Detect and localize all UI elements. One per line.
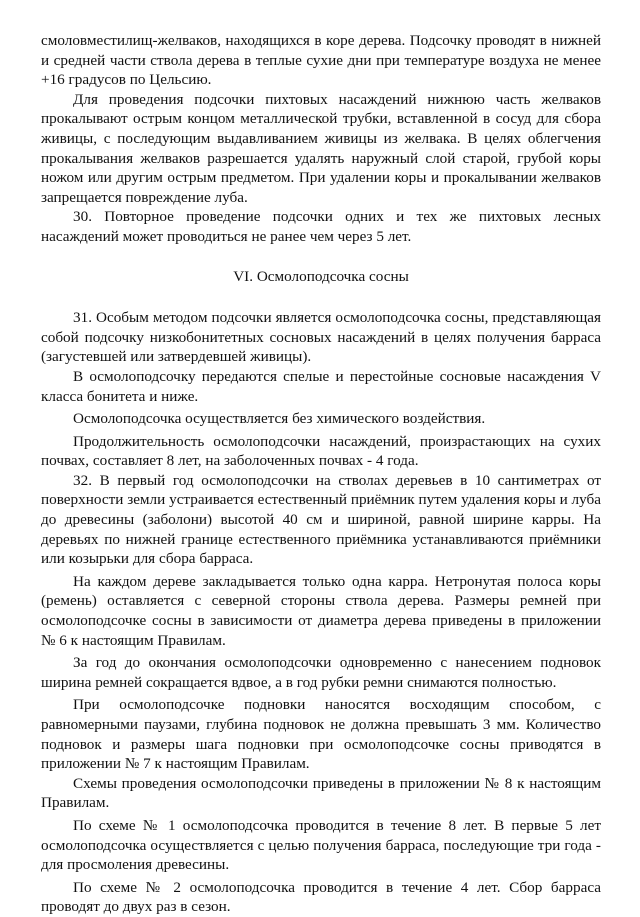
paragraph-schemes: Схемы проведения осмолоподсочки приведены в приложении № 8 к настоящим Правилам.: [41, 774, 601, 812]
paragraph-continuation: смоловместилищ-желваков, находящихся в коре дерева. Подсочку проводят в нижней и средней части ствола дерева в теплые сухие дни при температуре воздуха не менее +16 градусов по Цельсию.: [41, 32, 601, 89]
paragraph-scheme-1: По схеме № 1 осмолоподсочка проводится в течение 8 лет. В первые 5 лет осмолоподсочка осуществляется с целью получения барраса, последующие три года - для просмоления древесины.: [41, 816, 601, 874]
paragraph-item-30: 30. Повторное проведение подсочки одних и тех же пихтовых лесных насаждений может проводиться не ранее чем через 5 лет.: [41, 208, 601, 245]
paragraph-item-31: 31. Особым методом подсочки является осмолоподсочка сосны, представляющая собой подсочку низкобонитетных сосновых насаждений в целях получения барраса (загустевшей или затвердевшей живицы).: [41, 309, 601, 366]
paragraph-no-chemicals: Осмолоподсочка осуществляется без химического воздействия.: [73, 410, 486, 428]
paragraph-podnovki: При осмолоподсочке подновки наносятся восходящим способом, с равномерными паузами, глубина подновок не должна превышать 3 мм. Количество подновок и размеры шага подновки при осмолоподсочке сосны приводятся в приложении № 7 к настоящим Правилам.: [41, 696, 601, 773]
paragraph-belt-reduction: За год до окончания осмолоподсочки одновременно с нанесением подновок ширина ремней сокращается вдвое, а в год рубки ремни снимаются полностью.: [41, 654, 601, 691]
paragraph-duration: Продолжительность осмолоподсочки насаждений, произрастающих на сухих почвах, составляет 8 лет, на заболоченных почвах - 4 года.: [41, 432, 601, 470]
document-body: [41, 31, 601, 917]
paragraph-fir-tapping-procedure: Для проведения подсочки пихтовых насаждений нижнюю часть желваков прокалывают острым концом металлической трубки, вставленной в сосуд для сбора живицы, с последующим выдавливанием живицы из желвака. В целях облегчения прокалывания желваков разрешается удалять наружный слой старой, грубой коры ножом или другим острым предметом. При удалении коры и прокалывании желваков запрещается повреждение луба.: [41, 90, 601, 206]
paragraph-scheme-2: По схеме № 2 осмолоподсочка проводится в течение 4 лет. Сбор барраса проводят до двух раз в сезон.: [41, 878, 601, 916]
paragraph-item-32: 32. В первый год осмолоподсочки на стволах деревьев в 10 сантиметрах от поверхности земли устраивается естественный приёмник путем удаления коры и луба до древесины (заболони) высотой 40 см и шириной, равной ширине карры. На деревьях по нижней границе естественного приёмника устанавливаются приёмники или козырьки для сбора барраса.: [41, 471, 601, 568]
paragraph-one-karra: На каждом дереве закладывается только одна карра. Нетронутая полоса коры (ремень) оставляется с северной стороны ствола дерева. Размеры ремней при осмолоподсочке сосны в зависимости от диаметра дерева приведены в приложении № 6 к настоящим Правилам.: [41, 572, 601, 649]
paragraph-stands-class: В осмолоподсочку передаются спелые и перестойные сосновые насаждения V класса бонитета и ниже.: [41, 367, 601, 405]
section-heading: VI. Осмолоподсочка сосны: [233, 267, 409, 285]
